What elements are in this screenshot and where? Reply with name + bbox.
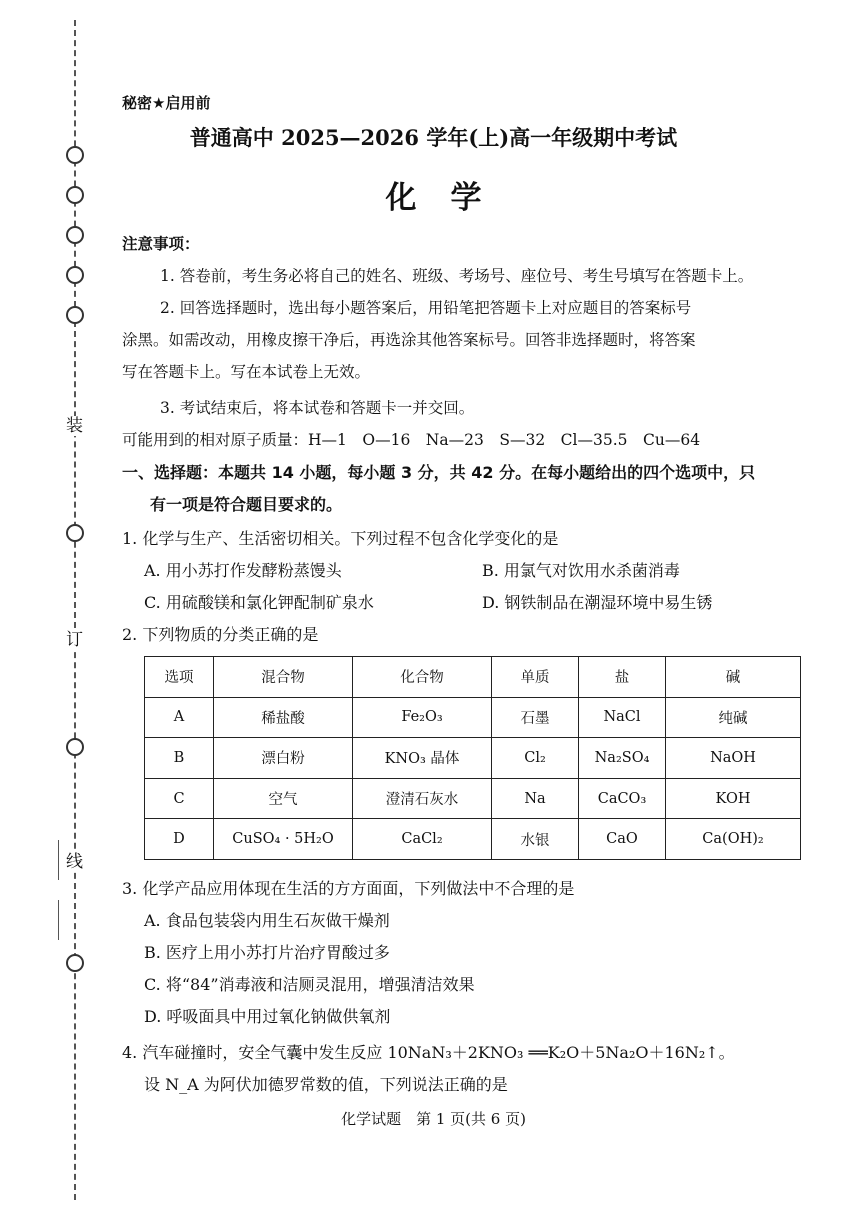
- table-row: [145, 819, 801, 860]
- table-cell: CaCO₃: [579, 778, 666, 819]
- table-cell: CaO: [579, 819, 666, 860]
- question-3-option-d: D. 呼吸面具中用过氧化钠做供氧剂: [144, 1007, 391, 1026]
- notice-item-2-cont2: 写在答题卡上。写在本试卷上无效。: [122, 363, 371, 381]
- table-cell: 石墨: [492, 697, 579, 738]
- question-3-option-c: C. 将“84”消毒液和洁厕灵混用，增强清洁效果: [144, 975, 475, 994]
- question-1-stem: 1. 化学与生产、生活密切相关。下列过程不包含化学变化的是: [122, 529, 559, 548]
- table-cell: B: [145, 738, 214, 779]
- question-1-option-d: D. 钢铁制品在潮湿环境中易生锈: [482, 593, 713, 612]
- question-1-option-c: C. 用硫酸镁和氯化钾配制矿泉水: [144, 593, 374, 612]
- section-heading: 一、选择题：本题共 14 小题，每小题 3 分，共 42 分。在每小题给出的四个选项中，只: [122, 463, 756, 482]
- table-cell: 漂白粉: [214, 738, 353, 779]
- table-cell: CuSO₄ · 5H₂O: [214, 819, 353, 860]
- binding-char-ding: 订: [66, 630, 83, 650]
- notice-item-1: 1. 答卷前，考生务必将自己的姓名、班级、考场号、座位号、考生号填写在答题卡上。: [160, 267, 754, 285]
- table-cell: Fe₂O₃: [353, 697, 492, 738]
- table-cell: NaOH: [666, 738, 801, 779]
- table-header-cell: 化合物: [353, 657, 492, 698]
- table-header-cell: 盐: [579, 657, 666, 698]
- table-cell: KNO₃ 晶体: [353, 738, 492, 779]
- table-cell: Cl₂: [492, 738, 579, 779]
- table-row: [145, 738, 801, 779]
- table-row: [145, 778, 801, 819]
- table-row: [145, 697, 801, 738]
- table-cell: NaCl: [579, 697, 666, 738]
- table-cell: 水银: [492, 819, 579, 860]
- question-3-stem: 3. 化学产品应用体现在生活的方方面面，下列做法中不合理的是: [122, 879, 575, 898]
- subject-title: 化学: [385, 180, 516, 216]
- table-cell: CaCl₂: [353, 819, 492, 860]
- secret-label: 秘密★启用前: [122, 94, 211, 112]
- question-3-option-b: B. 医疗上用小苏打片治疗胃酸过多: [144, 943, 390, 962]
- table-header-cell: 单质: [492, 657, 579, 698]
- table-header-cell: 碱: [666, 657, 801, 698]
- table-header-row: [145, 657, 801, 698]
- notice-item-2-cont: 涂黑。如需改动，用橡皮擦干净后，再选涂其他答案标号。回答非选择题时，将答案: [122, 331, 696, 349]
- table-header-cell: 选项: [145, 657, 214, 698]
- table-cell: 纯碱: [666, 697, 801, 738]
- table-cell: 澄清石灰水: [353, 778, 492, 819]
- atomic-masses: 可能用到的相对原子质量：H—1 O—16 Na—23 S—32 Cl—35.5 Cu—64: [122, 431, 701, 449]
- exam-title: 普通高中 2025—2026 学年(上)高一年级期中考试: [189, 125, 678, 150]
- table-cell: Ca(OH)₂: [666, 819, 801, 860]
- question-1-option-b: B. 用氯气对饮用水杀菌消毒: [482, 561, 680, 580]
- page-footer: 化学试题 第 1 页(共 6 页): [341, 1110, 526, 1128]
- notice-item-2: 2. 回答选择题时，选出每小题答案后，用铅笔把答题卡上对应题目的答案标号: [160, 299, 692, 317]
- section-heading-cont: 有一项是符合题目要求的。: [150, 495, 343, 514]
- table-header-cell: 混合物: [214, 657, 353, 698]
- classification-table: [144, 656, 801, 860]
- table-cell: KOH: [666, 778, 801, 819]
- table-cell: Na₂SO₄: [579, 738, 666, 779]
- question-2-stem: 2. 下列物质的分类正确的是: [122, 625, 319, 644]
- binding-char-zhuang: 装: [66, 416, 83, 436]
- question-4-stem: 4. 汽车碰撞时，安全气囊中发生反应 10NaN₃＋2KNO₃ ══K₂O＋5Na₂O＋16N₂↑。: [122, 1043, 735, 1062]
- notice-item-3: 3. 考试结束后，将本试卷和答题卡一并交回。: [160, 399, 475, 417]
- table-cell: C: [145, 778, 214, 819]
- question-3-option-a: A. 食品包装袋内用生石灰做干燥剂: [144, 911, 390, 930]
- binding-char-xian: 线: [66, 852, 83, 872]
- table-cell: D: [145, 819, 214, 860]
- table-cell: A: [145, 697, 214, 738]
- table-cell: 空气: [214, 778, 353, 819]
- question-4-stem-cont: 设 N_A 为阿伏加德罗常数的值，下列说法正确的是: [144, 1075, 508, 1094]
- notice-heading: 注意事项：: [122, 235, 200, 253]
- table-cell: 稀盐酸: [214, 697, 353, 738]
- question-1-option-a: A. 用小苏打作发酵粉蒸馒头: [144, 561, 342, 580]
- table-cell: Na: [492, 778, 579, 819]
